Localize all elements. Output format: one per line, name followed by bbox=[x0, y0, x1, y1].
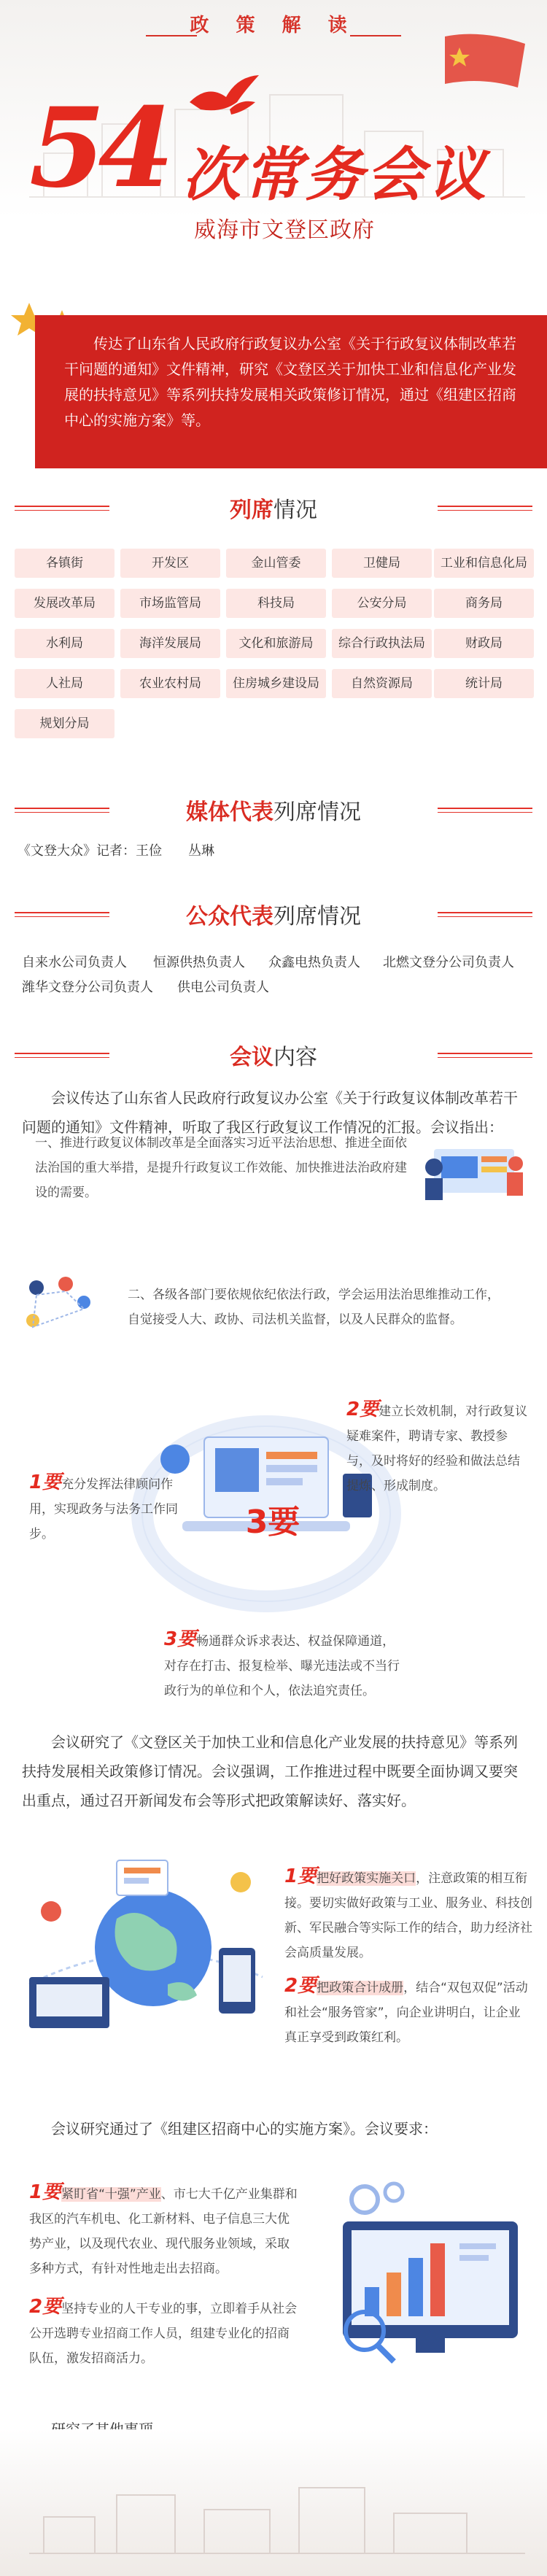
attendance-title-black: 情况 bbox=[274, 498, 317, 523]
attendance-unit-tag: 农业农村局 bbox=[120, 669, 220, 698]
requirement-1-text: 充分发挥法律顾问作用，实现政务与法务工作同步。 bbox=[29, 1477, 178, 1542]
media-header bbox=[0, 789, 547, 826]
emphasis-2-head: 把政策合计成册 bbox=[317, 1981, 404, 1995]
people-group-icon bbox=[15, 1269, 102, 1350]
attendance-unit-tag: 统计局 bbox=[434, 669, 534, 698]
header-line-right bbox=[438, 808, 532, 809]
public-title-red: 公众代表 bbox=[186, 904, 274, 929]
dove-icon bbox=[186, 69, 266, 124]
attendance-unit-tag: 市场监管局 bbox=[120, 589, 220, 618]
meeting-title: 次常务会议 bbox=[182, 140, 489, 209]
public-rep-2: 恒源供热负责人 bbox=[153, 955, 245, 970]
attendance-unit-tag: 海洋发展局 bbox=[120, 629, 220, 658]
office-illustration-icon bbox=[419, 1127, 529, 1207]
attendance-unit-tag: 工业和信息化局 bbox=[434, 549, 534, 578]
public-rep-1: 自来水公司负责人 bbox=[22, 955, 127, 970]
public-rep-3: 众鑫电热负责人 bbox=[268, 955, 360, 970]
requirement-3 bbox=[164, 1627, 401, 1703]
investment-1-head: 紧盯省“十强”产业 bbox=[61, 2187, 161, 2202]
public-rep-6: 供电公司负责人 bbox=[177, 980, 269, 995]
header-subtitle: 政 策 解 读 bbox=[190, 15, 357, 36]
attendance-unit-tag: 开发区 bbox=[120, 549, 220, 578]
attendance-unit-tag: 人社局 bbox=[15, 669, 115, 698]
attendance-header bbox=[0, 487, 547, 524]
investment-2 bbox=[29, 2294, 299, 2371]
requirement-1-number: 1要 bbox=[29, 1471, 62, 1493]
point-1-text: 一、推进行政复议体制改革是全面落实习近平法治思想、推进全面依法治国的重大举措，是提升行政复议工作效能、加快推进法治政府建设的需要。 bbox=[35, 1136, 407, 1200]
emphasis-1-text: ，注意政策的相互衔接。要切实做好政策与工业、服务业、科技创新、军民融合等实际工作的结合，助力经济社会高质量发展。 bbox=[284, 1871, 532, 1960]
attendance-unit-tag: 科技局 bbox=[226, 589, 326, 618]
requirement-1 bbox=[29, 1470, 179, 1547]
public-title-black: 列席情况 bbox=[274, 904, 361, 929]
content-para-2: 会议研究了《文登区关于加快工业和信息化产业发展的扶持意见》等系列扶持发展相关政策修订情况。会议强调，工作推进过程中既要全面协调又要突出重点，通过召开新闻发布会等形式把政策解读好、落实好。 bbox=[22, 1733, 518, 1809]
flag-icon bbox=[438, 29, 532, 109]
header-line-right bbox=[438, 912, 532, 913]
point-2-text: 二、各级各部门要依规依纪依法行政，学会运用法治思维推动工作，自觉接受人大、政协、司法机关监督，以及人民群众的监督。 bbox=[128, 1288, 500, 1327]
public-rep-4: 北燃文登分公司负责人 bbox=[383, 955, 514, 970]
content-title-red: 会议 bbox=[230, 1045, 274, 1070]
emphasis-1-head: 把好政策实施关口 bbox=[317, 1871, 416, 1886]
globe-illustration-icon bbox=[15, 1838, 277, 2043]
attendance-unit-tag: 水利局 bbox=[15, 629, 115, 658]
emphasis-2 bbox=[284, 1973, 532, 2050]
media-reporters: 《文登大众》记者：王俭 丛琳 bbox=[18, 843, 214, 859]
emphasis-2-number: 2要 bbox=[284, 1975, 317, 1997]
attendance-unit-tag: 金山管委 bbox=[226, 549, 326, 578]
attendance-unit-tag: 规划分局 bbox=[15, 709, 115, 738]
emphasis-1-number: 1要 bbox=[284, 1865, 317, 1887]
attendance-unit-tag: 各镇街 bbox=[15, 549, 115, 578]
content-header bbox=[0, 1034, 547, 1071]
attendance-title-red: 列席 bbox=[230, 498, 274, 523]
attendance-unit-tag: 发展改革局 bbox=[15, 589, 115, 618]
requirement-3-text: 畅通群众诉求表达、权益保障通道，对存在打击、报复检举、曝光违法或不当行政行为的单位和个人，依法追究责任。 bbox=[164, 1634, 400, 1698]
media-title-red: 媒体代表 bbox=[186, 800, 274, 825]
emphasis-1 bbox=[284, 1864, 532, 1965]
investment-2-number: 2要 bbox=[29, 2296, 62, 2318]
public-rep-5: 潍华文登分公司负责人 bbox=[22, 980, 153, 995]
issue-number: 54 bbox=[29, 84, 167, 212]
attendance-unit-tag: 财政局 bbox=[434, 629, 534, 658]
attendance-unit-tag: 商务局 bbox=[434, 589, 534, 618]
attendance-unit-tag: 自然资源局 bbox=[332, 669, 432, 698]
requirement-2-text: 建立长效机制，对行政复议疑难案件，聘请专家、教授参与，及时将好的经验和做法总结提炼、形成制度。 bbox=[346, 1404, 528, 1493]
investment-1-number: 1要 bbox=[29, 2181, 62, 2203]
intro-text: 传达了山东省人民政府行政复议办公室《关于行政复议体制改革若干问题的通知》文件精神，研究《文登区关于加快工业和信息化产业发展的扶持意见》等系列扶持发展相关政策修订情况，通过《组建区招商中心的实施方案》等。 bbox=[35, 315, 547, 468]
organization-name: 威海市文登区政府 bbox=[194, 217, 375, 243]
attendance-unit-tag: 综合行政执法局 bbox=[332, 629, 432, 658]
footer-banner bbox=[0, 2429, 547, 2576]
attendance-unit-tag: 住房城乡建设局 bbox=[226, 669, 326, 698]
requirement-2 bbox=[346, 1397, 529, 1498]
header-banner bbox=[0, 0, 547, 292]
intro-section bbox=[0, 299, 547, 481]
investment-1-text: 、市七大千亿产业集群和我区的汽车机电、化工新材料、电子信息三大优势产业，以及现代农业、现代服务业领域，采取多种方式，有针对性地走出去招商。 bbox=[29, 2187, 298, 2276]
header-line-right bbox=[438, 1053, 532, 1054]
requirement-3-number: 3要 bbox=[164, 1628, 197, 1650]
attendance-unit-tag: 公安分局 bbox=[332, 589, 432, 618]
analytics-illustration-icon bbox=[314, 2170, 532, 2375]
investment-1 bbox=[29, 2180, 299, 2281]
attendance-unit-tag: 卫健局 bbox=[332, 549, 432, 578]
attendance-unit-tag: 文化和旅游局 bbox=[226, 629, 326, 658]
content-para-3: 会议研究通过了《组建区招商中心的实施方案》。会议要求： bbox=[51, 2120, 438, 2138]
media-title-black: 列席情况 bbox=[274, 800, 361, 825]
header-line-right bbox=[438, 506, 532, 507]
center-3-requirements: 3要 bbox=[245, 1504, 300, 1541]
public-header bbox=[0, 894, 547, 930]
investment-2-text: 坚持专业的人干专业的事，立即着手从社会公开选聘专业招商工作人员，组建专业化的招商队伍，激发招商活力。 bbox=[29, 2302, 298, 2366]
footer-building-icon bbox=[29, 2473, 525, 2561]
content-para-1: 会议传达了山东省人民政府行政复议办公室《关于行政复议体制改革若干问题的通知》文件精神，听取了我区行政复议工作情况的汇报。会议指出： bbox=[22, 1089, 518, 1136]
requirement-2-number: 2要 bbox=[346, 1399, 379, 1420]
content-title-black: 内容 bbox=[274, 1045, 317, 1070]
emphasis-2-text: ，结合“双包双促”活动和社会“服务管家”，向企业讲明白，让企业真正享受到政策红利。 bbox=[284, 1981, 528, 2045]
